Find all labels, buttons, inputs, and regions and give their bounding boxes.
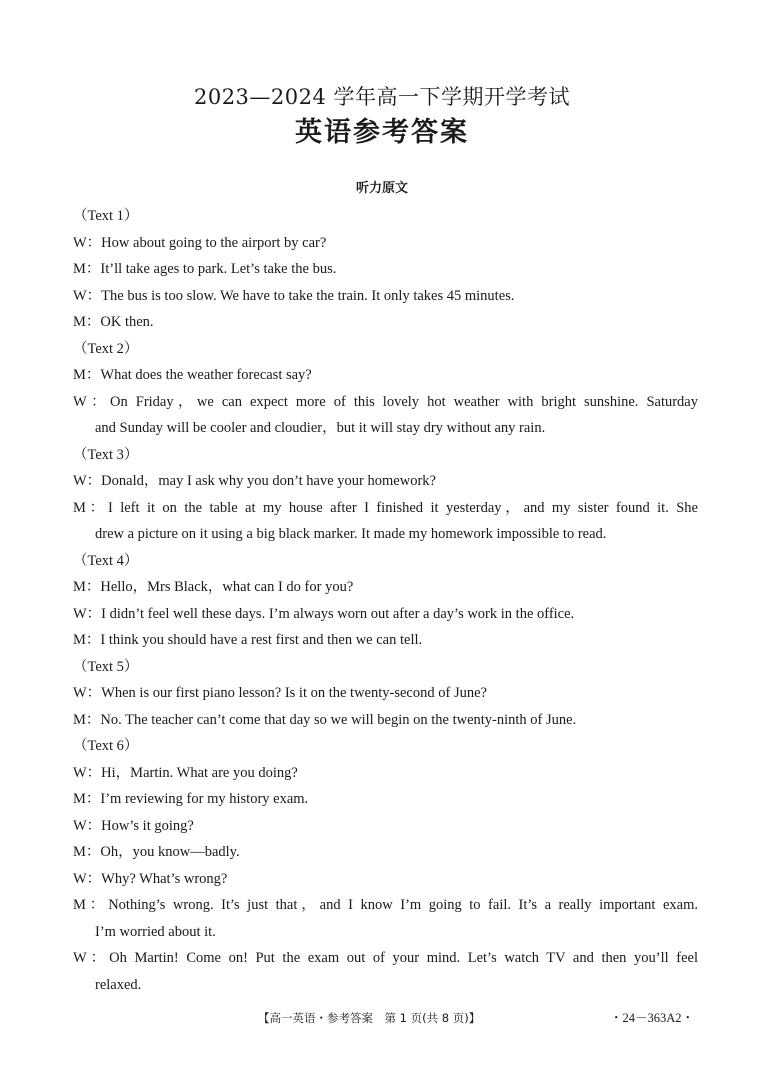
transcript-line: W：Oh Martin! Come on! Put the exam out of your mind. Let’s watch TV and then you’ll feel [73,950,698,966]
transcript-line: W：Why? What’s wrong? [73,870,228,887]
footer-code: ・24－363A2・ [610,1011,695,1025]
transcript-line: M：Nothing’s wrong. It’s just that，and I know I’m going to fail. It’s a really important exam. [73,897,698,913]
transcript-line: W：On Friday，we can expect more of this lovely hot weather with bright sunshine. Saturday [73,393,698,410]
transcript-line: drew a picture on it using a big black marker. It made my homework impossible to read. [95,526,607,542]
transcript-line: （Text 6） [73,738,139,754]
transcript-line: W：The bus is too slow. We have to take the train. It only takes 45 minutes. [73,287,515,304]
transcript-line: M：What does the weather forecast say? [73,367,312,383]
exam-title: 2023—2024 学年高一下学期开学考试 [193,85,571,109]
transcript-line: M：Oh，you know—badly. [73,844,240,860]
transcript-line: M：It’ll take ages to park. Let’s take the bus. [73,261,337,277]
transcript-line: relaxed. [95,976,142,993]
transcript-line: M：I left it on the table at my house after I finished it yesterday，and my sister found it. She [73,499,698,516]
transcript-line: W：Hi，Martin. What are you doing? [73,764,298,781]
transcript-line: M：OK then. [73,314,154,330]
transcript-line: （Text 1） [73,208,139,224]
section-heading: 听力原文 [355,181,408,196]
transcript-line: （Text 3） [73,446,139,463]
transcript-line: and Sunday will be cooler and cloudier，but it will stay dry without any rain. [95,420,546,436]
transcript-line: M：Hello，Mrs Black，what can I do for you? [73,579,354,595]
transcript-line: （Text 4） [73,552,139,569]
transcript-line: （Text 5） [73,658,139,675]
transcript-line: （Text 2） [73,340,139,357]
transcript-line: W：I didn’t feel well these days. I’m always worn out after a day’s work in the office. [73,605,575,622]
transcript-body [73,203,698,998]
transcript-line: W：How’s it going? [73,817,194,834]
transcript-line: M：I’m reviewing for my history exam. [73,791,309,807]
transcript-line: I’m worried about it. [95,923,216,940]
transcript-line: M：I think you should have a rest first and then we can tell. [73,632,423,648]
footer-page-info: 【高一英语・参考答案 第 1 页(共 8 页)】 [258,1011,481,1025]
transcript-line: M：No. The teacher can’t come that day so we will begin on the twenty-ninth of June. [73,711,577,728]
transcript-line: W：Donald，may I ask why you don’t have your homework? [73,473,436,489]
transcript-line: W：How about going to the airport by car? [73,234,327,251]
answer-key-title: 英语参考答案 [295,117,469,148]
transcript-line: W：When is our first piano lesson? Is it on the twenty-second of June? [73,685,487,701]
